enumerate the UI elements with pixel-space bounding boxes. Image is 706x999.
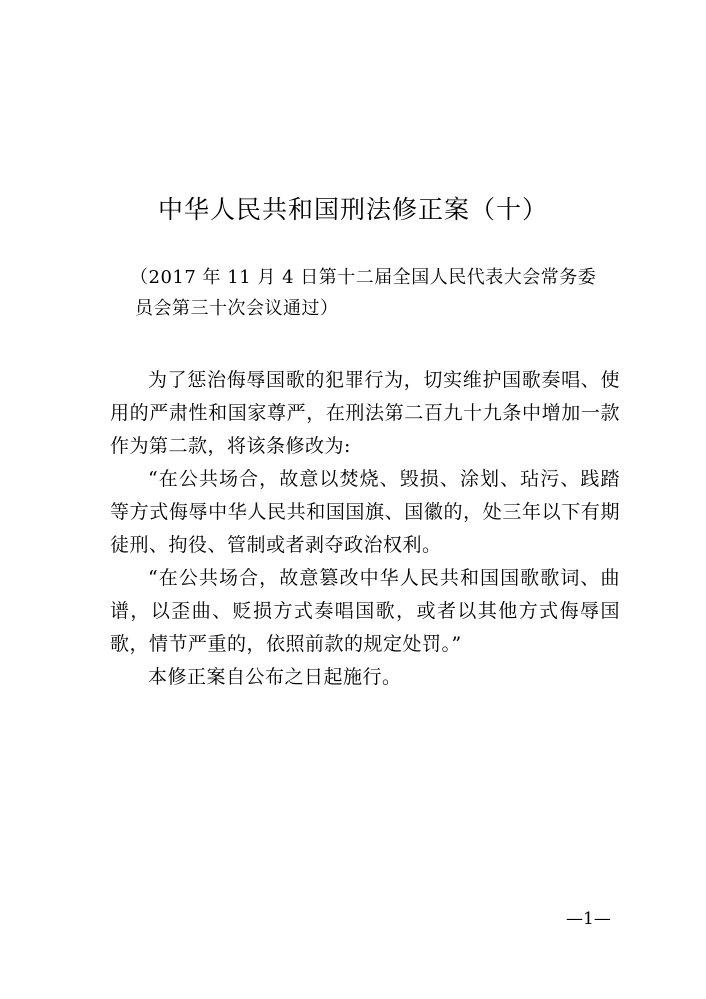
document-body (110, 364, 620, 694)
document-title: 中华人民共和国刑法修正案（十） (157, 195, 548, 224)
preamble-paragraph: 为了惩治侮辱国歌的犯罪行为，切实维护国歌奏唱、使用的严肃性和国家尊严，在刑法第二百九十九条中增加一款作为第二款，将该条修改为: (110, 369, 620, 457)
adoption-note (110, 262, 600, 324)
amended-clause-paragraph-2: “在公共场合，故意篡改中华人民共和国国歌歌词、曲谱，以歪曲、贬损方式奏唱国歌，或者以其他方式侮辱国歌，情节严重的，依照前款的规定处罚。” (110, 567, 620, 655)
adoption-note-line-2: 员会第三十次会议通过） (135, 298, 339, 319)
amended-clause-paragraph-1: “在公共场合，故意以焚烧、毁损、涂划、玷污、践踏等方式侮辱中华人民共和国国旗、国徽的，处三年以下有期徒刑、拘役、管制或者剥夺政治权利。 (110, 468, 620, 556)
page-number: —1— (566, 909, 611, 929)
effective-date-paragraph: 本修正案自公布之日起施行。 (148, 666, 402, 688)
adoption-note-line-1: （2017 年 11 月 4 日第十二届全国人民代表大会常务委 (130, 267, 597, 288)
